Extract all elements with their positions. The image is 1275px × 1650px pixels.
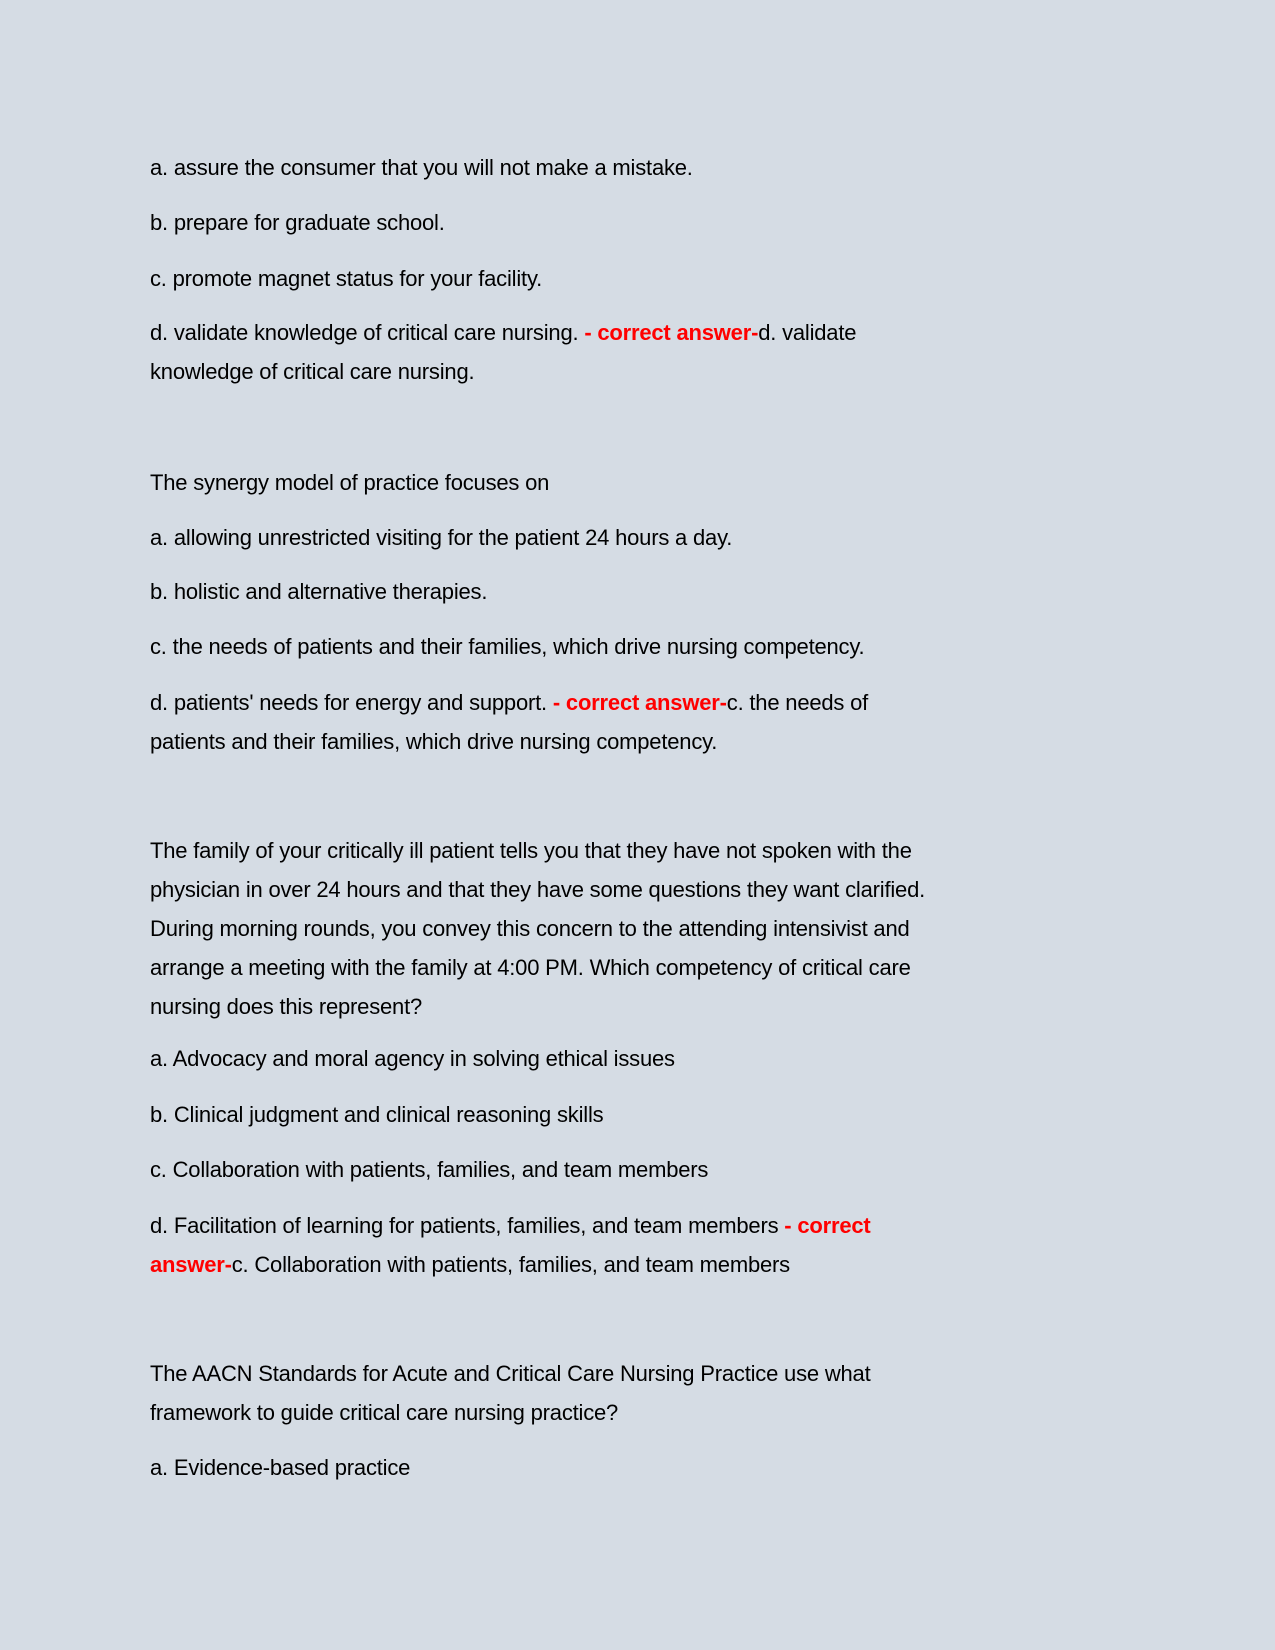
option-c: c. the needs of patients and their families, which drive nursing competency. (150, 634, 865, 659)
answer-text-cont: patients and their families, which drive nursing competency. (150, 729, 718, 754)
correct-answer-marker: - correct answer- (584, 320, 759, 345)
stem-line: During morning rounds, you convey this concern to the attending intensivist and (150, 916, 910, 941)
stem-line: physician in over 24 hours and that they have some questions they want clarified. (150, 877, 926, 902)
stem-line: The family of your critically ill patient tells you that they have not spoken with the (150, 838, 912, 863)
option-d: d. patients' needs for energy and support. (150, 690, 553, 715)
option-d-with-answer (150, 1206, 871, 1284)
question-stem (150, 1354, 871, 1432)
answer-text: c. the needs of (726, 690, 869, 715)
option-d-with-answer (150, 683, 868, 761)
option-c: c. promote magnet status for your facility. (150, 266, 543, 291)
option-d: d. validate knowledge of critical care nursing. (150, 320, 585, 345)
option-a: a. allowing unrestricted visiting for the patient 24 hours a day. (150, 525, 733, 550)
correct-answer-marker: - correct answer- (552, 690, 727, 715)
option-d-with-answer (150, 313, 856, 391)
question-stem (150, 831, 925, 1026)
answer-text: d. validate (758, 320, 857, 345)
answer-text: c. Collaboration with patients, families, and team members (231, 1252, 790, 1277)
stem-line: framework to guide critical care nursing practice? (150, 1400, 619, 1425)
answer-text-cont: knowledge of critical care nursing. (150, 359, 475, 384)
option-a: a. Advocacy and moral agency in solving ethical issues (150, 1046, 675, 1071)
option-b: b. prepare for graduate school. (150, 210, 445, 235)
stem-line: arrange a meeting with the family at 4:00 PM. Which competency of critical care (150, 955, 911, 980)
option-b: b. holistic and alternative therapies. (150, 579, 488, 604)
stem-line: The AACN Standards for Acute and Critical Care Nursing Practice use what (150, 1361, 871, 1386)
correct-answer-marker-cont: answer- (150, 1252, 232, 1277)
question-stem: The synergy model of practice focuses on (150, 470, 550, 495)
option-c: c. Collaboration with patients, families, and team members (150, 1157, 709, 1182)
option-b: b. Clinical judgment and clinical reasoning skills (150, 1102, 604, 1127)
option-a: a. Evidence-based practice (150, 1455, 411, 1480)
stem-line: nursing does this represent? (150, 994, 423, 1019)
option-a: a. assure the consumer that you will not make a mistake. (150, 155, 693, 180)
correct-answer-marker: - correct (784, 1213, 871, 1238)
option-d: d. Facilitation of learning for patients, families, and team members (150, 1213, 785, 1238)
